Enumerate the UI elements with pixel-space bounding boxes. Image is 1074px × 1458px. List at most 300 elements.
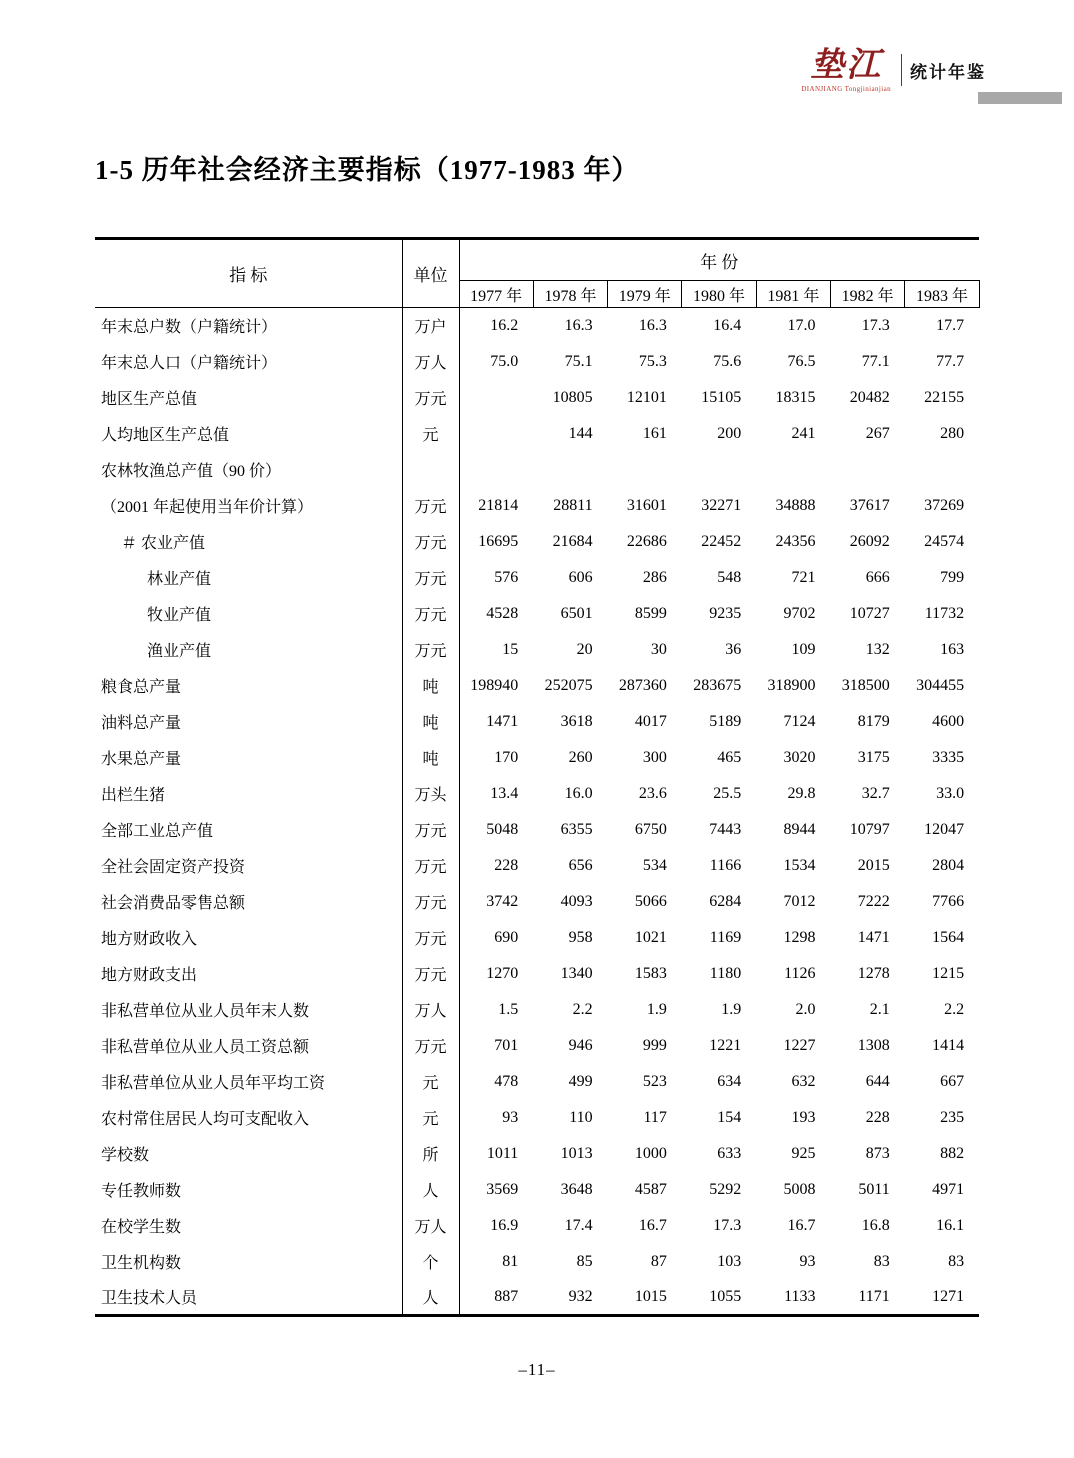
value-cell: 75.6	[713, 352, 742, 370]
table-row	[95, 1028, 979, 1064]
value-cell	[905, 452, 979, 488]
value-cell: 8599	[634, 604, 667, 622]
value-cell: 228	[865, 1108, 890, 1126]
value-cell: 4017	[634, 712, 667, 730]
value-cell	[682, 452, 756, 488]
table-row	[95, 1100, 979, 1136]
indicator-cell: 专任教师数	[95, 1172, 402, 1208]
value-cell: 24356	[775, 532, 816, 550]
unit-cell: 人	[402, 1280, 459, 1316]
unit-cell: 万人	[402, 344, 459, 380]
unit-cell: 万元	[402, 632, 459, 668]
value-cell: 1471	[486, 712, 519, 730]
unit-cell: 万户	[402, 308, 459, 344]
value-cell: 2.2	[572, 1000, 593, 1018]
value-cell: 4971	[932, 1180, 965, 1198]
value-cell: 252075	[544, 676, 593, 694]
value-cell: 3335	[932, 748, 965, 766]
indicator-cell: 地方财政收入	[95, 920, 402, 956]
unit-cell: 所	[402, 1136, 459, 1172]
value-cell: 2.2	[944, 1000, 965, 1018]
value-cell	[459, 452, 533, 488]
value-cell: 6284	[709, 892, 742, 910]
table-row	[95, 1244, 979, 1280]
value-cell: 75.3	[638, 352, 667, 370]
indicator-cell: 学校数	[95, 1136, 402, 1172]
value-cell: 16.3	[638, 316, 667, 334]
value-cell: 633	[717, 1144, 742, 1162]
table-row	[95, 776, 979, 812]
value-cell: 5189	[709, 712, 742, 730]
value-cell: 3569	[486, 1180, 519, 1198]
yearbook-logo	[801, 45, 986, 93]
value-cell: 16.8	[861, 1216, 890, 1234]
value-cell: 8944	[783, 820, 816, 838]
value-cell: 887	[494, 1287, 519, 1305]
table-row	[95, 380, 979, 416]
unit-header: 单位	[402, 239, 459, 308]
unit-cell: 吨	[402, 704, 459, 740]
value-cell	[533, 452, 607, 488]
value-cell: 15105	[701, 388, 742, 406]
value-cell: 16695	[478, 532, 519, 550]
indicator-cell: 在校学生数	[95, 1208, 402, 1244]
value-cell: 26092	[849, 532, 890, 550]
table-row	[95, 452, 979, 488]
year-column-header: 1983 年	[905, 281, 979, 308]
page-number: –11–	[518, 1360, 556, 1379]
value-cell: 37617	[849, 496, 890, 514]
table-row	[95, 848, 979, 884]
table-row	[95, 1280, 979, 1316]
value-cell: 75.1	[564, 352, 593, 370]
unit-cell: 万元	[402, 920, 459, 956]
value-cell: 7222	[857, 892, 890, 910]
value-cell: 300	[642, 748, 667, 766]
value-cell: 548	[717, 568, 742, 586]
table-row	[95, 1064, 979, 1100]
value-cell: 1.9	[721, 1000, 742, 1018]
indicator-cell: 非私营单位从业人员年末人数	[95, 992, 402, 1028]
indicator-cell: 农林牧渔总产值（90 价）	[95, 452, 402, 488]
unit-cell: 万元	[402, 596, 459, 632]
value-cell: 1534	[783, 856, 816, 874]
value-cell: 1215	[932, 964, 965, 982]
value-cell: 23.6	[638, 784, 667, 802]
unit-cell: 个	[402, 1244, 459, 1280]
value-cell: 8179	[857, 712, 890, 730]
value-cell: 235	[940, 1108, 965, 1126]
table-row	[95, 488, 979, 524]
value-cell: 83	[873, 1252, 890, 1270]
unit-cell: 万元	[402, 848, 459, 884]
value-cell: 656	[568, 856, 593, 874]
logo-calligraphy-text: 垫江	[810, 45, 883, 85]
value-cell: 193	[791, 1108, 816, 1126]
value-cell: 873	[865, 1144, 890, 1162]
value-cell: 4093	[560, 892, 593, 910]
value-cell: 22155	[924, 388, 965, 406]
value-cell: 13.4	[490, 784, 519, 802]
table-row	[95, 992, 979, 1028]
value-cell: 144	[568, 424, 593, 442]
value-cell: 1227	[783, 1036, 816, 1054]
value-cell: 260	[568, 748, 593, 766]
indicator-cell: 卫生机构数	[95, 1244, 402, 1280]
year-group-header: 年 份	[459, 239, 979, 281]
value-cell: 16.2	[490, 316, 519, 334]
value-cell	[756, 452, 830, 488]
table-row	[95, 416, 979, 452]
value-cell: 20	[576, 640, 593, 658]
value-cell: 5011	[858, 1180, 890, 1198]
unit-cell: 万元	[402, 884, 459, 920]
value-cell: 1271	[932, 1287, 965, 1305]
value-cell: 1471	[857, 928, 890, 946]
value-cell: 16.7	[787, 1216, 816, 1234]
value-cell: 1000	[634, 1144, 667, 1162]
value-cell	[459, 380, 533, 416]
value-cell	[830, 452, 904, 488]
indicator-cell: 非私营单位从业人员年平均工资	[95, 1064, 402, 1100]
value-cell: 2015	[857, 856, 890, 874]
value-cell: 117	[643, 1108, 667, 1126]
value-cell: 103	[717, 1252, 742, 1270]
value-cell: 33.0	[936, 784, 965, 802]
value-cell: 1.9	[646, 1000, 667, 1018]
value-cell: 36	[725, 640, 742, 658]
value-cell: 32.7	[861, 784, 890, 802]
value-cell: 31601	[626, 496, 667, 514]
value-cell: 666	[865, 568, 890, 586]
year-column-header: 1982 年	[830, 281, 904, 308]
value-cell: 1270	[486, 964, 519, 982]
value-cell: 280	[940, 424, 965, 442]
table-row	[95, 812, 979, 848]
value-cell: 77.1	[861, 352, 890, 370]
value-cell: 21684	[552, 532, 593, 550]
value-cell: 198940	[470, 676, 519, 694]
value-cell: 17.3	[861, 316, 890, 334]
value-cell: 16.1	[936, 1216, 965, 1234]
table-row	[95, 1136, 979, 1172]
value-cell	[459, 416, 533, 452]
value-cell: 925	[791, 1144, 816, 1162]
logo-calligraphy-block	[801, 45, 899, 93]
value-cell: 1015	[634, 1287, 667, 1305]
indicator-cell: 农村常住居民人均可支配收入	[95, 1100, 402, 1136]
value-cell: 77.7	[936, 352, 965, 370]
indicator-cell: 渔业产值	[95, 632, 402, 668]
value-cell: 109	[791, 640, 816, 658]
table-row	[95, 1208, 979, 1244]
value-cell: 1169	[709, 928, 742, 946]
value-cell: 10797	[849, 820, 890, 838]
value-cell: 25.5	[713, 784, 742, 802]
header-gray-bar	[978, 92, 1062, 104]
table-row	[95, 668, 979, 704]
value-cell: 29.8	[787, 784, 816, 802]
value-cell: 5292	[709, 1180, 742, 1198]
value-cell: 2804	[932, 856, 965, 874]
value-cell: 4587	[634, 1180, 667, 1198]
year-column-header: 1980 年	[682, 281, 756, 308]
value-cell: 1011	[486, 1144, 519, 1162]
value-cell: 15	[502, 640, 519, 658]
value-cell: 1308	[857, 1036, 890, 1054]
value-cell: 2.1	[869, 1000, 890, 1018]
value-cell: 17.4	[564, 1216, 593, 1234]
value-cell: 267	[865, 424, 890, 442]
value-cell: 1021	[634, 928, 667, 946]
indicators-table-wrap	[95, 237, 980, 1317]
value-cell: 93	[799, 1252, 816, 1270]
table-row	[95, 524, 979, 560]
value-cell: 154	[717, 1108, 742, 1126]
table-row	[95, 560, 979, 596]
indicator-cell: 粮食总产量	[95, 668, 402, 704]
value-cell: 6355	[560, 820, 593, 838]
value-cell: 10727	[849, 604, 890, 622]
value-cell: 16.3	[564, 316, 593, 334]
page-title: 1-5 历年社会经济主要指标（1977-1983 年）	[95, 155, 640, 185]
value-cell: 1583	[634, 964, 667, 982]
value-cell: 1166	[709, 856, 742, 874]
value-cell: 999	[642, 1036, 667, 1054]
value-cell: 32271	[701, 496, 742, 514]
unit-cell: 万元	[402, 1028, 459, 1064]
value-cell: 37269	[924, 496, 965, 514]
value-cell: 110	[569, 1108, 593, 1126]
value-cell: 7124	[783, 712, 816, 730]
value-cell: 3648	[560, 1180, 593, 1198]
value-cell	[608, 452, 682, 488]
value-cell: 2.0	[795, 1000, 816, 1018]
year-column-header: 1978 年	[533, 281, 607, 308]
value-cell: 3175	[857, 748, 890, 766]
value-cell: 1298	[783, 928, 816, 946]
indicator-cell: 年末总人口（户籍统计）	[95, 344, 402, 380]
value-cell: 3742	[486, 892, 519, 910]
header-row-group	[95, 239, 979, 281]
value-cell: 17.0	[787, 316, 816, 334]
unit-cell: 万元	[402, 380, 459, 416]
table-row	[95, 344, 979, 380]
value-cell: 18315	[775, 388, 816, 406]
value-cell: 3020	[783, 748, 816, 766]
unit-cell: 万元	[402, 812, 459, 848]
value-cell: 932	[568, 1287, 593, 1305]
value-cell: 7443	[709, 820, 742, 838]
value-cell: 20482	[849, 388, 890, 406]
value-cell: 75.0	[490, 352, 519, 370]
unit-cell: 吨	[402, 740, 459, 776]
value-cell: 799	[940, 568, 965, 586]
year-column-header: 1979 年	[608, 281, 682, 308]
unit-cell: 万元	[402, 956, 459, 992]
unit-cell: 万人	[402, 992, 459, 1028]
value-cell: 161	[642, 424, 667, 442]
unit-cell: 人	[402, 1172, 459, 1208]
value-cell: 287360	[618, 676, 667, 694]
value-cell: 283675	[693, 676, 742, 694]
value-cell: 16.9	[490, 1216, 519, 1234]
indicator-cell: 卫生技术人员	[95, 1280, 402, 1316]
indicator-cell: 社会消费品零售总额	[95, 884, 402, 920]
value-cell: 690	[494, 928, 519, 946]
indicator-cell: ＃ 农业产值	[95, 524, 402, 560]
indicator-cell: 地区生产总值	[95, 380, 402, 416]
value-cell: 318500	[841, 676, 890, 694]
value-cell: 10805	[552, 388, 593, 406]
value-cell: 1013	[560, 1144, 593, 1162]
value-cell: 632	[791, 1072, 816, 1090]
value-cell: 132	[865, 640, 890, 658]
value-cell: 11732	[924, 604, 965, 622]
table-row	[95, 740, 979, 776]
value-cell: 1133	[784, 1287, 816, 1305]
value-cell: 478	[494, 1072, 519, 1090]
unit-cell: 万元	[402, 524, 459, 560]
value-cell: 200	[717, 424, 742, 442]
value-cell: 318900	[767, 676, 816, 694]
value-cell: 1.5	[498, 1000, 519, 1018]
value-cell: 163	[940, 640, 965, 658]
value-cell: 241	[791, 424, 816, 442]
value-cell: 16.7	[638, 1216, 667, 1234]
logo-divider	[901, 54, 902, 86]
value-cell: 465	[717, 748, 742, 766]
unit-cell: 万人	[402, 1208, 459, 1244]
value-cell: 958	[568, 928, 593, 946]
table-row	[95, 884, 979, 920]
indicator-cell: 油料总产量	[95, 704, 402, 740]
indicator-cell: 年末总户数（户籍统计）	[95, 308, 402, 344]
year-column-header: 1977 年	[459, 281, 533, 308]
indicator-cell: 非私营单位从业人员工资总额	[95, 1028, 402, 1064]
value-cell: 5048	[486, 820, 519, 838]
value-cell: 17.7	[936, 316, 965, 334]
indicator-cell: 出栏生猪	[95, 776, 402, 812]
value-cell: 534	[642, 856, 667, 874]
value-cell: 1564	[932, 928, 965, 946]
unit-cell: 元	[402, 1100, 459, 1136]
value-cell: 21814	[478, 496, 519, 514]
value-cell: 87	[650, 1252, 667, 1270]
indicator-cell: （2001 年起使用当年价计算）	[95, 488, 402, 524]
value-cell: 3618	[560, 712, 593, 730]
value-cell: 17.3	[713, 1216, 742, 1234]
value-cell: 170	[494, 748, 519, 766]
value-cell: 1340	[560, 964, 593, 982]
value-cell: 93	[502, 1108, 519, 1126]
value-cell: 24574	[924, 532, 965, 550]
logo-yearbook-label: 统计年鉴	[910, 62, 986, 82]
value-cell: 228	[494, 856, 519, 874]
value-cell: 721	[791, 568, 816, 586]
unit-cell: 万头	[402, 776, 459, 812]
value-cell: 81	[502, 1252, 519, 1270]
value-cell: 7766	[932, 892, 965, 910]
indicator-cell: 水果总产量	[95, 740, 402, 776]
value-cell: 1126	[784, 964, 816, 982]
value-cell: 5008	[783, 1180, 816, 1198]
value-cell: 76.5	[787, 352, 816, 370]
value-cell: 30	[650, 640, 667, 658]
value-cell: 576	[494, 568, 519, 586]
indicator-cell: 全社会固定资产投资	[95, 848, 402, 884]
unit-cell: 吨	[402, 668, 459, 704]
value-cell: 9235	[709, 604, 742, 622]
indicator-cell: 牧业产值	[95, 596, 402, 632]
value-cell: 16.4	[713, 316, 742, 334]
value-cell: 22452	[701, 532, 742, 550]
year-column-header: 1981 年	[756, 281, 830, 308]
table-row	[95, 920, 979, 956]
value-cell: 4528	[486, 604, 519, 622]
value-cell: 1221	[709, 1036, 742, 1054]
value-cell: 946	[568, 1036, 593, 1054]
value-cell: 12047	[924, 820, 965, 838]
value-cell: 12101	[626, 388, 667, 406]
unit-cell: 元	[402, 416, 459, 452]
indicator-cell: 全部工业总产值	[95, 812, 402, 848]
logo-subtitle: DIANJIANG Tongjinianjian	[801, 84, 891, 93]
value-cell: 7012	[783, 892, 816, 910]
value-cell: 4600	[932, 712, 965, 730]
unit-cell: 元	[402, 1064, 459, 1100]
value-cell: 16.0	[564, 784, 593, 802]
value-cell: 34888	[775, 496, 816, 514]
value-cell: 1278	[857, 964, 890, 982]
value-cell: 286	[642, 568, 667, 586]
value-cell: 1180	[709, 964, 742, 982]
indicator-cell: 林业产值	[95, 560, 402, 596]
value-cell: 304455	[916, 676, 965, 694]
value-cell: 499	[568, 1072, 593, 1090]
indicator-header: 指 标	[95, 239, 402, 308]
value-cell: 634	[717, 1072, 742, 1090]
unit-cell: 万元	[402, 560, 459, 596]
unit-cell: 万元	[402, 488, 459, 524]
indicator-cell: 地方财政支出	[95, 956, 402, 992]
value-cell: 1414	[932, 1036, 965, 1054]
value-cell: 9702	[783, 604, 816, 622]
value-cell: 83	[948, 1252, 965, 1270]
indicator-cell: 人均地区生产总值	[95, 416, 402, 452]
table-row	[95, 308, 979, 344]
value-cell: 606	[568, 568, 593, 586]
value-cell: 523	[642, 1072, 667, 1090]
value-cell: 6750	[634, 820, 667, 838]
value-cell: 5066	[634, 892, 667, 910]
value-cell: 1171	[858, 1287, 890, 1305]
value-cell: 1055	[709, 1287, 742, 1305]
table-row	[95, 704, 979, 740]
table-row	[95, 596, 979, 632]
value-cell: 701	[494, 1036, 519, 1054]
unit-cell	[402, 452, 459, 488]
indicators-table	[95, 237, 980, 1317]
value-cell: 644	[865, 1072, 890, 1090]
value-cell: 28811	[553, 496, 593, 514]
table-row	[95, 1172, 979, 1208]
value-cell: 22686	[626, 532, 667, 550]
value-cell: 85	[576, 1252, 593, 1270]
value-cell: 6501	[560, 604, 593, 622]
table-row	[95, 632, 979, 668]
table-row	[95, 956, 979, 992]
